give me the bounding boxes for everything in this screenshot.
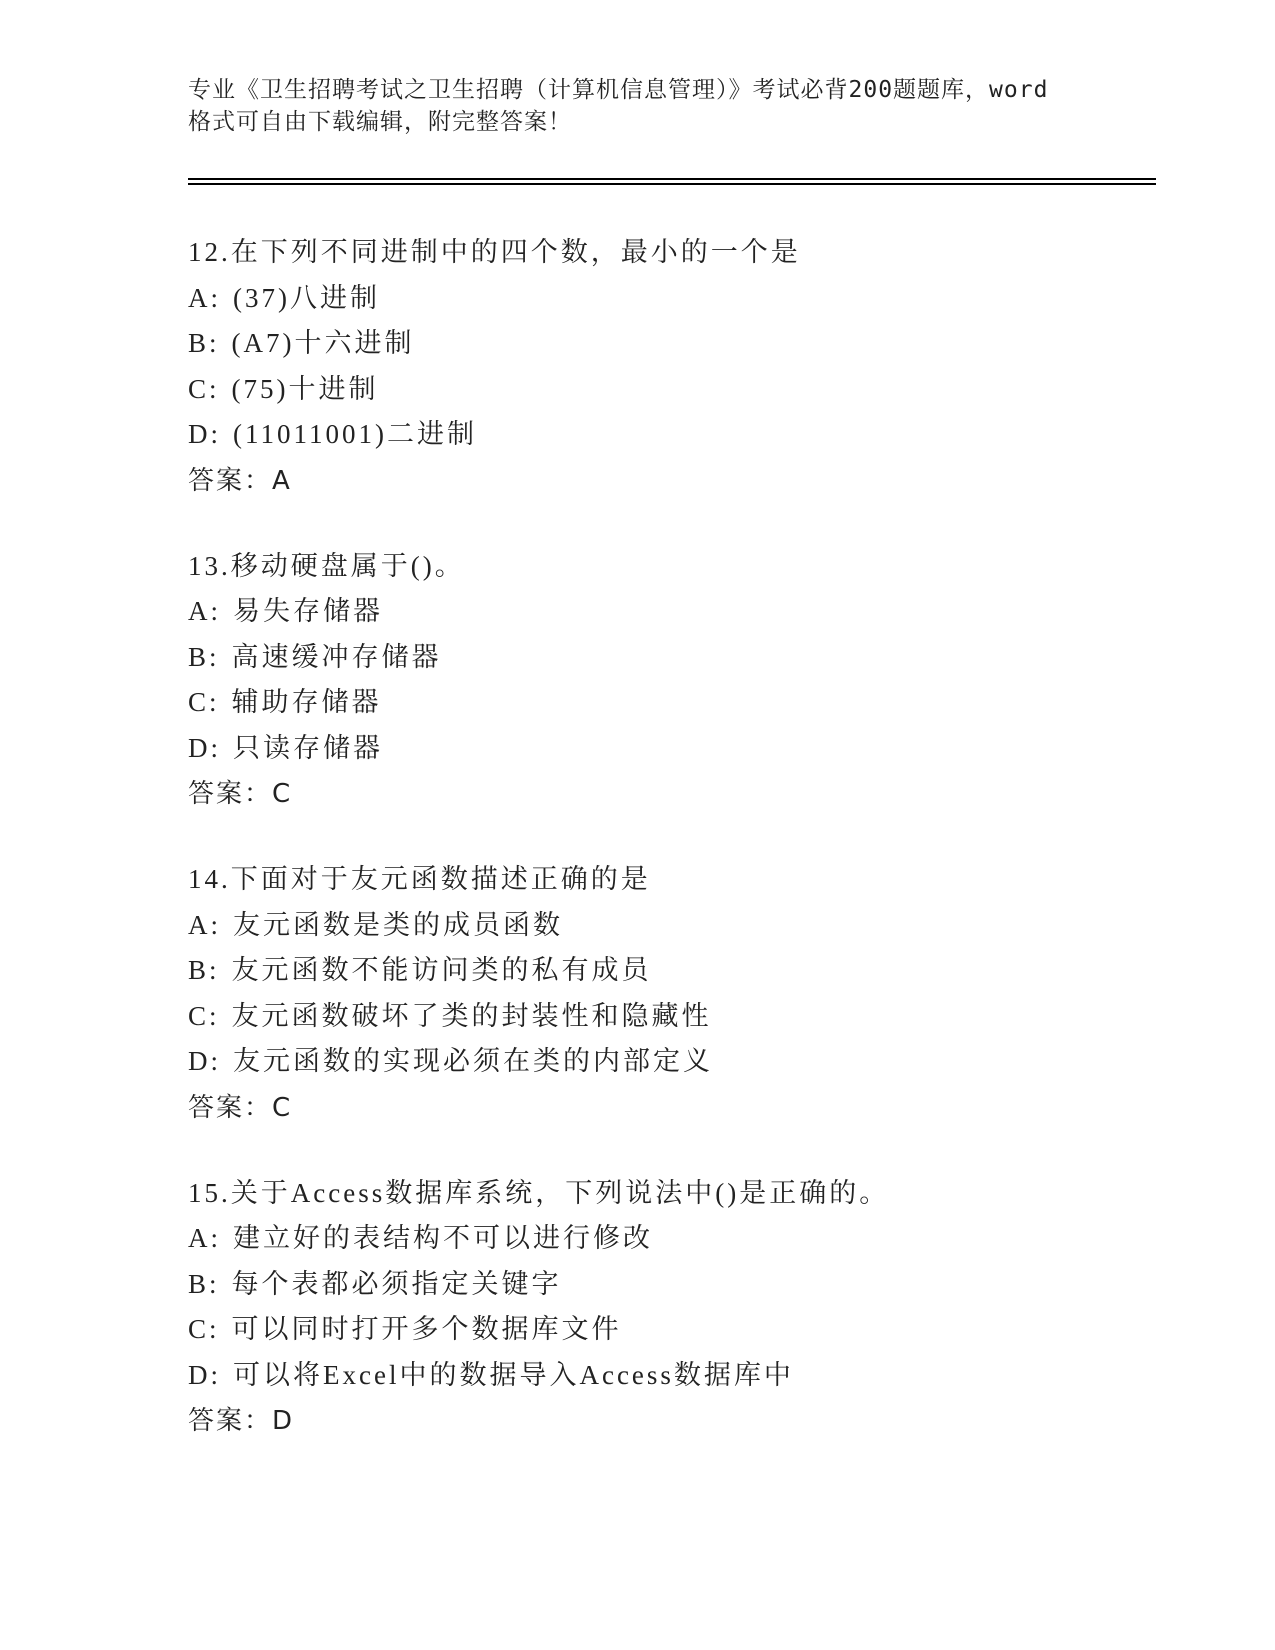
answer-line [188,771,1188,817]
option-label: B: [188,328,220,358]
option-label: A: [188,282,221,313]
option-b [188,1262,1188,1308]
document-header [188,74,1088,138]
option-c [188,367,1188,413]
option-text: 友元函数的实现必须在类的内部定义 [233,1046,713,1076]
option-label: D: [188,1359,221,1390]
option-c [188,994,1188,1040]
answer-value: A [272,465,292,496]
option-label: D: [188,732,221,763]
option-text: (37)八进制 [233,282,380,313]
answer-label: 答案： [188,465,273,496]
option-text: 可以将Excel中的数据导入Access数据库中 [233,1359,794,1390]
option-b [188,948,1188,994]
option-text: (A7)十六进制 [231,328,415,358]
question-14 [188,857,1188,1131]
answer-label: 答案： [188,779,273,809]
option-label: D: [188,419,221,449]
answer-value: C [272,779,293,809]
option-a [188,1216,1188,1262]
option-d [188,726,1188,772]
answer-line [188,1398,1188,1444]
option-b [188,635,1188,681]
answer-value: D [272,1406,295,1436]
option-a [188,903,1188,949]
option-label: C: [188,1314,220,1344]
question-15 [188,1171,1188,1445]
option-text: 高速缓冲存储器 [231,641,442,672]
option-text: 友元函数不能访问类的私有成员 [231,955,652,985]
option-label: A: [188,909,221,940]
question-stem: 12.在下列不同进制中的四个数，最小的一个是 [188,237,801,267]
option-a [188,276,1188,322]
option-text: (11011001)二进制 [233,419,477,449]
option-text: 建立好的表结构不可以进行修改 [233,1223,653,1253]
answer-label: 答案： [188,1092,273,1123]
answer-label: 答案： [188,1406,273,1436]
header-line-2: 格式可自由下载编辑，附完整答案！ [188,109,572,135]
option-text: (75)十进制 [231,373,379,404]
question-12 [188,230,1188,504]
option-text: 易失存储器 [233,596,383,626]
option-label: D: [188,1046,221,1076]
option-text: 每个表都必须指定关键字 [231,1268,562,1299]
option-label: B: [188,1268,220,1299]
option-text: 可以同时打开多个数据库文件 [231,1314,622,1344]
option-label: C: [188,1000,220,1031]
option-d [188,412,1188,458]
answer-line [188,1085,1188,1131]
option-d [188,1039,1188,1085]
option-d [188,1353,1188,1399]
option-label: A: [188,1223,221,1253]
question-list [188,230,1188,1484]
option-text: 友元函数破坏了类的封装性和隐藏性 [231,1000,712,1031]
header-double-rule [188,178,1156,185]
option-text: 辅助存储器 [231,687,382,717]
question-stem: 15.关于Access数据库系统，下列说法中()是正确的。 [188,1177,890,1208]
answer-value: C [272,1092,293,1123]
question-13 [188,544,1188,818]
option-text: 友元函数是类的成员函数 [233,909,563,940]
option-label: C: [188,373,220,404]
option-label: A: [188,596,221,626]
question-stem: 14.下面对于友元函数描述正确的是 [188,864,651,894]
option-label: B: [188,955,220,985]
header-line-1: 专业《卫生招聘考试之卫生招聘（计算机信息管理）》考试必背200题题库，word [188,77,1049,103]
option-c [188,1307,1188,1353]
option-label: B: [188,641,220,672]
option-text: 只读存储器 [233,732,383,763]
option-b [188,321,1188,367]
option-a [188,589,1188,635]
answer-line [188,458,1188,504]
option-c [188,680,1188,726]
option-label: C: [188,687,220,717]
question-stem: 13.移动硬盘属于()。 [188,550,465,581]
